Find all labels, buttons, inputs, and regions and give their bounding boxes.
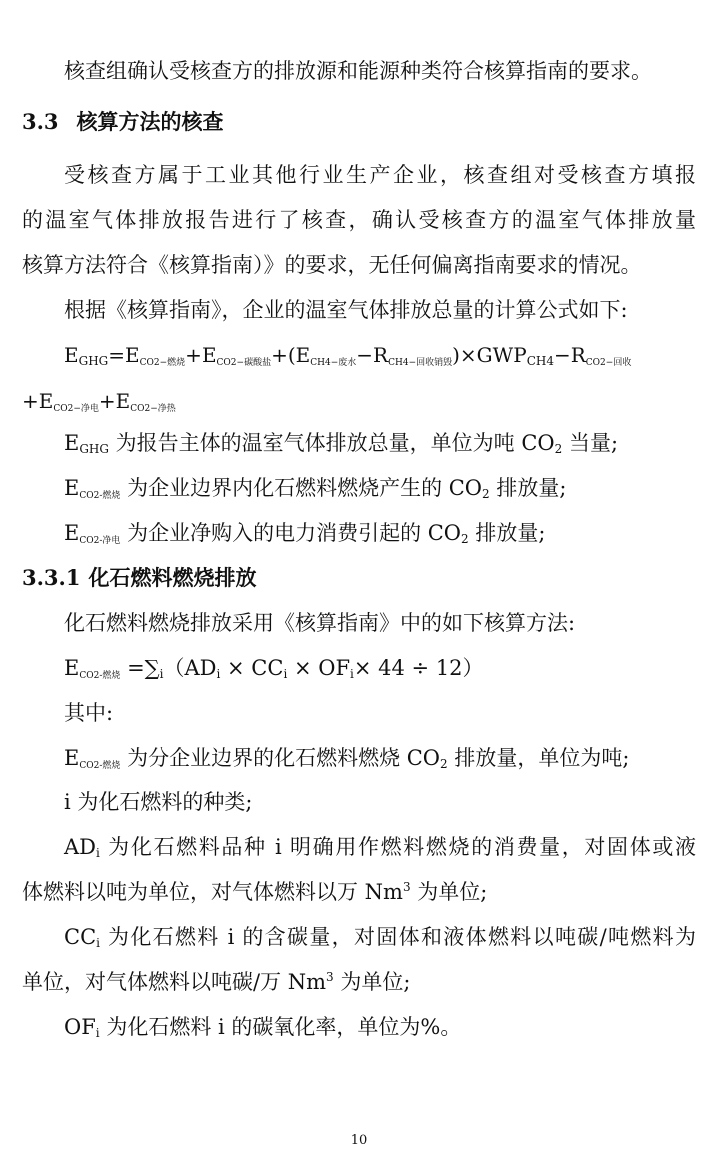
definition-e-co2-combustion: $E_{CO2-燃烧}$ 为企业边界内化石燃料燃烧产生的 $CO_2$ 排放量; bbox=[64, 476, 567, 501]
definition-cc-line-2: 单位，对气体燃料以吨碳/万 Nm$^3$ 为单位; bbox=[22, 970, 411, 994]
section-number: 3.3 bbox=[22, 109, 59, 134]
definition-e-co2-net-electricity: $E_{CO2-净电}$ 为企业净购入的电力消费引起的 $CO_2$ 排放量; bbox=[64, 521, 546, 546]
formula-total-emissions-cont: $+E_{CO2-净电}+E_{CO2-净热}$ bbox=[22, 389, 176, 414]
definition-ad-line-2: 体燃料以吨为单位，对气体燃料以万 Nm$^3$ 为单位; bbox=[22, 880, 488, 904]
paragraph-verification-line-3: 核算方法符合《核算指南）》的要求，无任何偏离指南要求的情况。 bbox=[22, 253, 642, 277]
paragraph-formula-intro: 根据《核算指南》，企业的温室气体排放总量的计算公式如下: bbox=[64, 298, 628, 322]
paragraph-verification-line-1: 受核查方属于工业其他行业生产企业，核查组对受核查方填报 bbox=[64, 163, 696, 187]
section-heading-3-3 bbox=[22, 107, 696, 137]
section-title: 化石燃料燃烧排放 bbox=[88, 565, 257, 590]
wherein-label: 其中: bbox=[64, 701, 114, 725]
definition-cc-line-1: $CC_i$ 为化石燃料 i 的含碳量，对固体和液体燃料以吨碳/吨燃料为 bbox=[64, 925, 696, 950]
paragraph-intro: 核查组确认受核查方的排放源和能源种类符合核算指南的要求。 bbox=[64, 59, 652, 83]
paragraph-verification-line-2: 的温室气体排放报告进行了核查，确认受核查方的温室气体排放量 bbox=[22, 208, 696, 232]
section-title: 核算方法的核查 bbox=[76, 109, 224, 134]
definition-i: i 为化石燃料的种类; bbox=[64, 790, 253, 814]
section-number: 3.3.1 bbox=[22, 565, 81, 590]
definition-e-co2-fuel: $E_{CO2-燃烧}$ 为分企业边界的化石燃料燃烧 $CO_2$ 排放量，单位为吨; bbox=[64, 746, 630, 771]
formula-fuel-combustion: $E_{CO2-燃烧} =\sum_i(AD_i \times CC_i \times OF_i\times 44 \div 12)$ bbox=[64, 656, 484, 681]
page-number: 10 bbox=[350, 1133, 368, 1148]
formula-total-emissions: $E_{GHG}=E_{CO2-燃烧}+E_{CO2-碳酸盐}+(E_{CH4-废水}-R_{CH4-回收销毁})\times GWP_{CH4}-R_{CO2-回收}$ bbox=[64, 343, 632, 368]
definition-of: $OF_i$ 为化石燃料 i 的碳氧化率，单位为%。 bbox=[64, 1015, 462, 1040]
paragraph-fuel-method: 化石燃料燃烧排放采用《核算指南》中的如下核算方法: bbox=[64, 611, 576, 635]
definition-e-ghg: $E_{GHG}$ 为报告主体的温室气体排放总量，单位为吨 $CO_2$ 当量; bbox=[64, 431, 619, 456]
section-heading-3-3-1 bbox=[22, 563, 696, 593]
definition-ad-line-1: $AD_i$ 为化石燃料品种 i 明确用作燃料燃烧的消费量，对固体或液 bbox=[64, 835, 696, 860]
